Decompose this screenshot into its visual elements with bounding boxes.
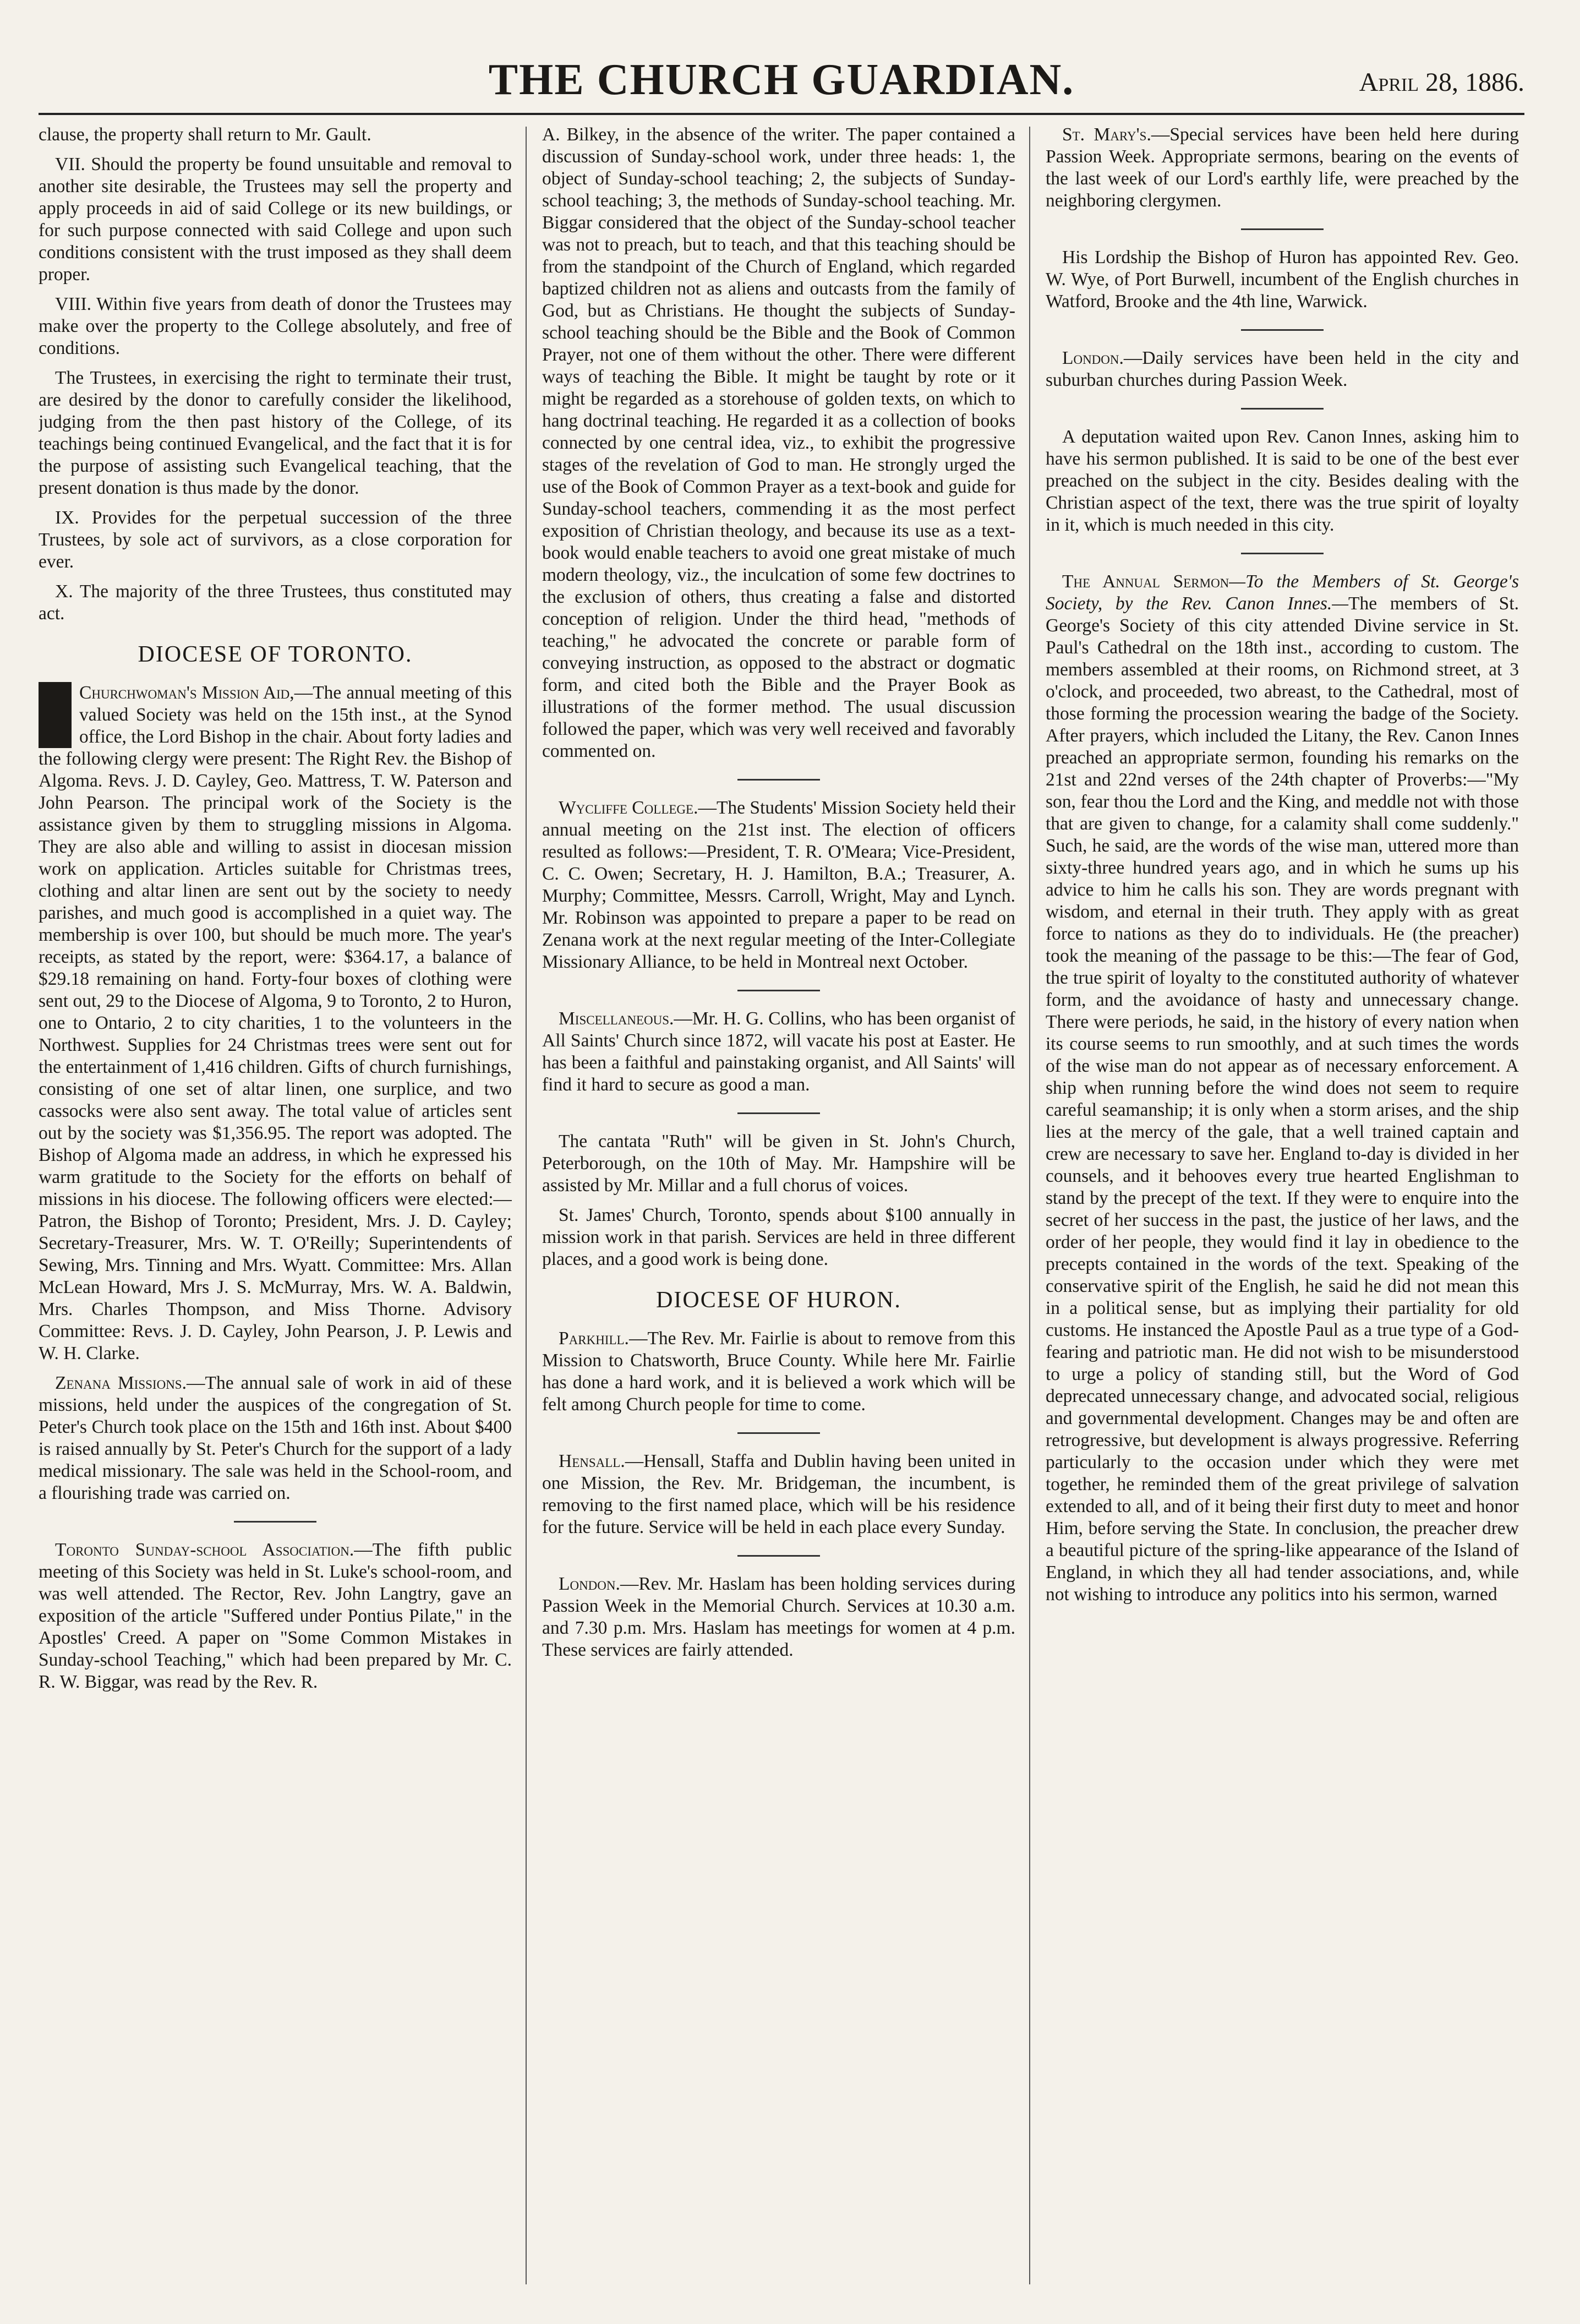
paragraph: X. The majority of the three Trustees, thus constituted may act. (39, 581, 512, 624)
article-body: —Daily services have been held in the city and suburban churches during Passion Week. (1046, 348, 1519, 390)
paragraph: St. James' Church, Toronto, spends about $100 annually in mission work in that parish. Services are held in three different places, and a good work is being done. (542, 1205, 1015, 1269)
article-paragraph (542, 1573, 1015, 1661)
paragraph: VII. Should the property be found unsuitable and removal to another site desirable, the Trustees may sell the property and apply proceeds in aid of said College or its new buildings, or for such purpose connected with said College and upon such conditions consistent with the trust imposed as they shall deem proper. (39, 154, 512, 285)
newspaper-title: THE CHURCH GUARDIAN. (488, 56, 1075, 104)
separator-rule (1241, 408, 1324, 410)
article-lead: Miscellaneous. (559, 1008, 674, 1029)
article-body: The members of St. George's Society of this city attended Divine service in St. Paul's Cathedral on the 18th inst., according to custom. The members assembled at their rooms, on Richmond street, at 3 o'clock, and proceeded, two abreast, to the Cathedral, most of those forming the procession wearing the badge of the Society. After prayers, which included the Litany, the Rev. Canon Innes preached an appropriate sermon, founding his remarks on the 21st and 22nd verses of the 24th chapter of Proverbs:—"My son, fear thou the Lord and the King, and meddle not with those that are given to change, for a calamity shall come suddenly." Such, he said, are the words of the wise man, uttered more than sixty-three hundred years ago, and in which he sums up his advice to him he calls his son. They are words pregnant with wisdom, and eternal in their truth. They apply with as great force to nations as they do to individuals. He (the preacher) took the meaning of the passage to be this:—The fear of God, the true spirit of loyalty to the constituted authority of whatever form, and the avoidance of hasty and unnecessary change. There were periods, he said, in the history of every nation when its course seems to run smoothly, and at such times the words of the wise man do not appear as of necessary enforcement. A ship when running before the wind does not seem to require careful seamanship; it is only when a storm arises, and the ship lies at the mercy of the gale, that a well trained captain and crew are necessary to save her. England to-day is divided in her counsels, and it behooves every true hearted Englishman to stand by the precept of the text. If they were to enquire into the secret of her success in the past, the justice of her laws, and the order of her people, they would find it lay in obedience to the precepts contained in the words of the text. Speaking of the conservative spirit of the English, he said he did not mean this in a political sense, but as implying their partiality for old customs. He instanced the Apostle Paul as a true type of a God-fearing and patriotic man. He did not wish to be misunderstood to urge a policy of standing still, but the Word of God deprecated unnecessary change, and advocated social, religious and governmental development. Changes may be and often are retrogressive, but development is always progressive. Referring particularly to the occasion under which they were met together, he reminded them of the great privilege of salvation extended to all, and of it being their first duty to meet and honor Him, before serving the State. In conclusion, the preacher drew a beautiful picture of the spring-like appearance of the Island of England, in which they all had tender associations, and, while not wishing to introduce any politics into his sermon, warned (1046, 593, 1519, 1605)
article-lead: London. (1062, 348, 1124, 368)
article-lead: St. Mary's. (1062, 124, 1151, 145)
separator-rule (737, 1112, 820, 1114)
article-body: —Rev. Mr. Haslam has been holding services during Passion Week in the Memorial Church. Services at 10.30 a.m. and 7.30 p.m. Mrs. Haslam has meetings for women at 4 p.m. These services are fairly attended. (542, 1574, 1015, 1660)
article-lead: London. (559, 1574, 620, 1594)
article-subtitle: —To the Members of St. George's Society, by the Rev. Canon Innes.— (1046, 571, 1519, 614)
issue-date: April 28, 1886. (1359, 68, 1524, 97)
paragraph: His Lordship the Bishop of Huron has appointed Rev. Geo. W. Wye, of Port Burwell, incumbent of the English churches in Watford, Brooke and the 4th line, Warwick. (1046, 247, 1519, 312)
article-paragraph (39, 1539, 512, 1693)
article-paragraph (1046, 124, 1519, 212)
article-lead: Hensall. (559, 1451, 625, 1471)
column-2 (542, 124, 1015, 2287)
article-paragraph (542, 1008, 1015, 1096)
separator-rule (234, 1521, 316, 1523)
article-body: —The fifth public meeting of this Society was held in St. Luke's school-room, and was well attended. The Rector, Rev. John Langtry, gave an exposition of the article "Suffered under Pontius Pilate," in the Apostles' Creed. A paper on "Some Common Mistakes in Sunday-school Teaching," which had been prepared by Mr. C. R. W. Biggar, was read by the Rev. R. (39, 1540, 512, 1692)
separator-rule (1241, 553, 1324, 554)
separator-rule (1241, 329, 1324, 331)
article-lead: Wycliffe College. (559, 798, 698, 818)
separator-rule (737, 1432, 820, 1434)
article-body: —Mr. H. G. Collins, who has been organist of All Saints' Church since 1872, will vacate his post at Easter. He has been a faithful and painstaking organist, and All Saints' will find it hard to secure as good a man. (542, 1008, 1015, 1095)
article-paragraph (1046, 571, 1519, 1606)
paragraph: The cantata "Ruth" will be given in St. John's Church, Peterborough, on the 10th of May. Mr. Hampshire will be assisted by Mr. Millar and a full chorus of voices. (542, 1131, 1015, 1196)
paragraph: IX. Provides for the perpetual succession of the three Trustees, by sole act of survivors, as a close corporation for ever. (39, 508, 512, 572)
paragraph: VIII. Within five years from death of donor the Trustees may make over the property to the College absolutely, and free of conditions. (39, 294, 512, 358)
article-lead: The Annual Sermon (1062, 571, 1229, 592)
section-heading: DIOCESE OF TORONTO. (138, 642, 413, 667)
article-lead: Toronto Sunday-school Association. (55, 1540, 354, 1560)
paragraph: A. Bilkey, in the absence of the writer. The paper contained a discussion of Sunday-school work, under three heads: 1, the object of Sunday-school teaching; 2, the subjects of Sunday-school teaching; 3, the methods of Sunday-school teaching. Mr. Biggar considered that the object of the Sunday-school teacher was not to preach, but to teach, and that this teaching should be from the standpoint of the Church of England, which regarded baptized children not as aliens and outcasts from the family of God, but as Christians. He thought the subjects of Sunday-school teaching should be the Bible and the Book of Common Prayer, not one of them without the other. There were different ways of teaching the Bible. It might be taught by rote or it might be regarded as a storehouse of golden texts, on which to hang doctrinal teaching. He regarded it as a collection of books connected by one central idea, viz., to exhibit the progressive stages of the revelation of God to man. He strongly urged the use of the Book of Common Prayer as a text-book and guide for Sunday-school teachers, commending it as the most perfect exposition of Christian theology, and because its use as a text-book would enable teachers to avoid one great mistake of much modern theology, viz., the inculcation of some few doctrines to the exclusion of others, thus creating a false and distorted conception of religion. Under the third head, "methods of teaching," he advocated the concrete or parable form of conveying instruction, as opposed to the abstract or dogmatic form, and cited both the Bible and the Prayer Book as illustrations of the former method. The usual discussion followed the paper, which was very well received and favorably commented on. (542, 124, 1015, 761)
paragraph: The Trustees, in exercising the right to terminate their trust, are desired by the donor to carefully consider the likelihood, judging from the then past history of the College, of its teachings being continued Evangelical, and the fact that it is for the purpose of assisting such Evangelical teaching, that the present donation is thus made by the donor. (39, 368, 512, 498)
article-lead: Parkhill. (559, 1328, 629, 1349)
drop-cap-ornament (39, 682, 72, 748)
article-body: —The annual sale of work in aid of these missions, held under the auspices of the congregation of St. Peter's Church took place on the 15th and 16th inst. About $400 is raised annually by St. Peter's Church for the support of a lady medical missionary. The sale was held in the School-room, and a flourishing trade was carried on. (39, 1373, 512, 1503)
column-divider (1029, 127, 1030, 2284)
article-body: —The annual meeting of this valued Society was held on the 15th inst., at the Synod office, the Lord Bishop in the chair. About forty ladies and the following clergy were present: The Right Rev. the Bishop of Algoma. Revs. J. D. Cayley, Geo. Mattress, T. W. Paterson and John Pearson. The principal work of the Society is the assistance given by them to struggling missions in Algoma. They are also able and willing to assist in diocesan mission work on application. Articles suitable for Christmas trees, clothing and altar linen are sent out by the society to needy parishes, and much good is accomplished in a quiet way. The membership is over 100, but should be much more. The year's receipts, as stated by the report, were: $364.17, a balance of $29.18 remaining on hand. Forty-four boxes of clothing were sent out, 29 to the Diocese of Algoma, 9 to Toronto, 2 to Huron, one to Ontario, 2 to city charities, 1 to the volunteers in the Northwest. Supplies for 24 Christmas trees were sent out for the entertainment of 1,416 children. Gifts of church furnishings, consisting of one set of altar linen, one surplice, and two cassocks were also sent away. The total value of articles sent out by the society was $1,356.95. The report was adopted. The Bishop of Algoma made an address, in which he expressed his warm gratitude to the Society for the efforts on behalf of missions in his diocese. The following officers were elected:—Patron, the Bishop of Toronto; President, Mrs. J. D. Cayley; Secretary-Treasurer, Mrs. W. T. O'Reilly; Superintendents of Sewing, Mrs. Tinning and Mrs. Wyatt. Committee: Mrs. Allan McLean Howard, Mrs J. S. McMurray, Mrs. W. A. Baldwin, Mrs. Charles Thompson, and Miss Thorne. Advisory Committee: Revs. J. D. Cayley, John Pearson, J. P. Lewis and W. H. Clarke. (39, 683, 512, 1363)
masthead (39, 33, 1524, 116)
article-paragraph (542, 1450, 1015, 1539)
section-heading: DIOCESE OF HURON. (656, 1288, 901, 1313)
article-body: —Hensall, Staffa and Dublin having been united in one Mission, the Rev. Mr. Bridgeman, the incumbent, is removing to the first named place, which will be his residence for the future. Service will be held in each place every Sunday. (542, 1451, 1015, 1537)
masthead-rule (39, 113, 1524, 115)
column-divider (526, 127, 527, 2284)
paragraph: A deputation waited upon Rev. Canon Innes, asking him to have his sermon published. It is said to be one of the best ever preached on the subject in the city. Besides dealing with the Christian aspect of the text, there was the true spirit of loyalty in it, which is much needed in this city. (1046, 427, 1519, 535)
article-paragraph (1046, 347, 1519, 391)
paragraph: clause, the property shall return to Mr. Gault. (39, 124, 371, 145)
article-lead: Churchwoman's Mission Aid, (79, 683, 294, 703)
separator-rule (737, 990, 820, 991)
article-paragraph (542, 797, 1015, 973)
article-body: —The Students' Mission Society held their annual meeting on the 21st inst. The election of officers resulted as follows:—President, T. R. O'Meara; Vice-President, C. C. Owen; Secretary, H. J. Hamilton, B.A.; Treasurer, A. Murphy; Committee, Messrs. Carroll, Wright, May and Lynch. Mr. Robinson was appointed to prepare a paper to be read on Zenana work at the next regular meeting of the Inter-Collegiate Missionary Alliance, to be held in Montreal next October. (542, 798, 1015, 972)
article-paragraph (39, 1372, 512, 1504)
column-1 (39, 124, 512, 2287)
article-body: —The Rev. Mr. Fairlie is about to remove from this Mission to Chatsworth, Bruce County. While here Mr. Fairlie has done a hard work, and it is believed a work which will be felt among Church people for time to come. (542, 1328, 1015, 1415)
separator-rule (737, 1555, 820, 1557)
article-lead: Zenana Missions. (55, 1373, 187, 1393)
article-body: —Special services have been held here during Passion Week. Appropriate sermons, bearing on the events of the last week of our Lord's earthly life, were preached by the neighboring clergymen. (1046, 124, 1519, 211)
column-3 (1046, 124, 1519, 2287)
separator-rule (737, 779, 820, 781)
article-paragraph (39, 682, 512, 1365)
article-paragraph (542, 1328, 1015, 1416)
separator-rule (1241, 228, 1324, 230)
